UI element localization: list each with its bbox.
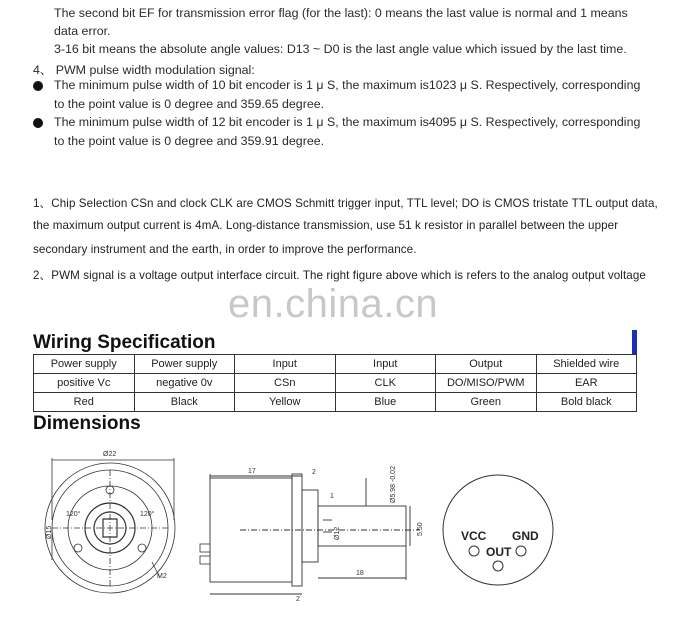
dim-flat: 5.50 bbox=[417, 522, 424, 536]
dim-angle-left: 120° bbox=[66, 511, 81, 518]
table-cell: Output bbox=[436, 355, 537, 374]
dim-mount-diameter: Ø15 bbox=[46, 525, 53, 539]
note-line-3: secondary instrument and the earth, in order to improve the performance. bbox=[33, 243, 417, 256]
pin-vcc-label: VCC bbox=[461, 529, 487, 543]
table-cell: Input bbox=[235, 355, 336, 374]
intro-line-8: to the point value is 0 degree and 359.91 degree. bbox=[54, 134, 325, 148]
connector-stub-icon bbox=[200, 544, 210, 564]
side-view-drawing bbox=[210, 474, 420, 594]
table-cell: Power supply bbox=[134, 355, 235, 374]
intro-line-4: 4、 PWM pulse width modulation signal: bbox=[33, 63, 255, 77]
wiring-title: Wiring Specification bbox=[33, 332, 216, 353]
table-cell: positive Vc bbox=[34, 374, 135, 393]
dim-shaft-length: 18 bbox=[356, 570, 364, 577]
note-line-4: 2、PWM signal is a voltage output interface circuit. The right figure above which is refers to the analog output voltage bbox=[33, 269, 646, 282]
front-view-drawing bbox=[45, 458, 175, 593]
note-line-2: the maximum output current is 4mA. Long-distance transmission, use 51 k resistor in parallel between the upper bbox=[33, 219, 619, 232]
table-cell: Red bbox=[34, 393, 135, 412]
pin-out-label: OUT bbox=[486, 545, 512, 559]
dim-flange: 2 bbox=[312, 469, 316, 476]
dim-step: 1 bbox=[330, 493, 334, 500]
table-cell: EAR bbox=[536, 374, 637, 393]
intro-line-5: The minimum pulse width of 10 bit encoder is 1 μ S, the maximum is1023 μ S. Respectively, corresponding bbox=[54, 78, 641, 92]
dim-shaft-diameter: Ø5.98 -0.02 bbox=[390, 466, 397, 503]
dim-boss-diameter: Ø12 bbox=[334, 526, 341, 540]
dimensions-title: Dimensions bbox=[33, 413, 141, 434]
table-cell: Black bbox=[134, 393, 235, 412]
pin-gnd-label: GND bbox=[512, 529, 539, 543]
watermark: en.china.cn bbox=[228, 282, 439, 326]
table-cell: DO/MISO/PWM bbox=[436, 374, 537, 393]
table-cell: Input bbox=[335, 355, 436, 374]
intro-line-3: 3-16 bit means the absolute angle values: D13 ~ D0 is the last angle value which issued by the last time. bbox=[54, 42, 627, 56]
table-cell: Blue bbox=[335, 393, 436, 412]
table-cell: CLK bbox=[335, 374, 436, 393]
intro-line-6: to the point value is 0 degree and 359.65 degree. bbox=[54, 97, 325, 111]
table-cell: Power supply bbox=[34, 355, 135, 374]
dim-body-length: 17 bbox=[248, 468, 256, 475]
intro-line-1: The second bit EF for transmission error flag (for the last): 0 means the last value is normal and 1 means bbox=[54, 6, 628, 20]
table-cell: Bold black bbox=[536, 393, 637, 412]
note-line-1: 1、Chip Selection CSn and clock CLK are CMOS Schmitt trigger input, TTL level; DO is CMOS tristate TTL output data, bbox=[33, 197, 658, 210]
intro-line-7: The minimum pulse width of 12 bit encoder is 1 μ S, the maximum is4095 μ S. Respectively, corresponding bbox=[54, 115, 641, 129]
dim-base: 2 bbox=[296, 596, 300, 603]
table-cell: negative 0v bbox=[134, 374, 235, 393]
dim-outer-diameter: Ø22 bbox=[103, 451, 117, 458]
dim-angle-right: 120° bbox=[140, 511, 155, 518]
intro-line-2: data error. bbox=[54, 24, 111, 38]
table-cell: Shielded wire bbox=[536, 355, 637, 374]
table-cell: Green bbox=[436, 393, 537, 412]
dim-screw: M2 bbox=[157, 573, 167, 580]
table-cell: CSn bbox=[235, 374, 336, 393]
table-cell: Yellow bbox=[235, 393, 336, 412]
